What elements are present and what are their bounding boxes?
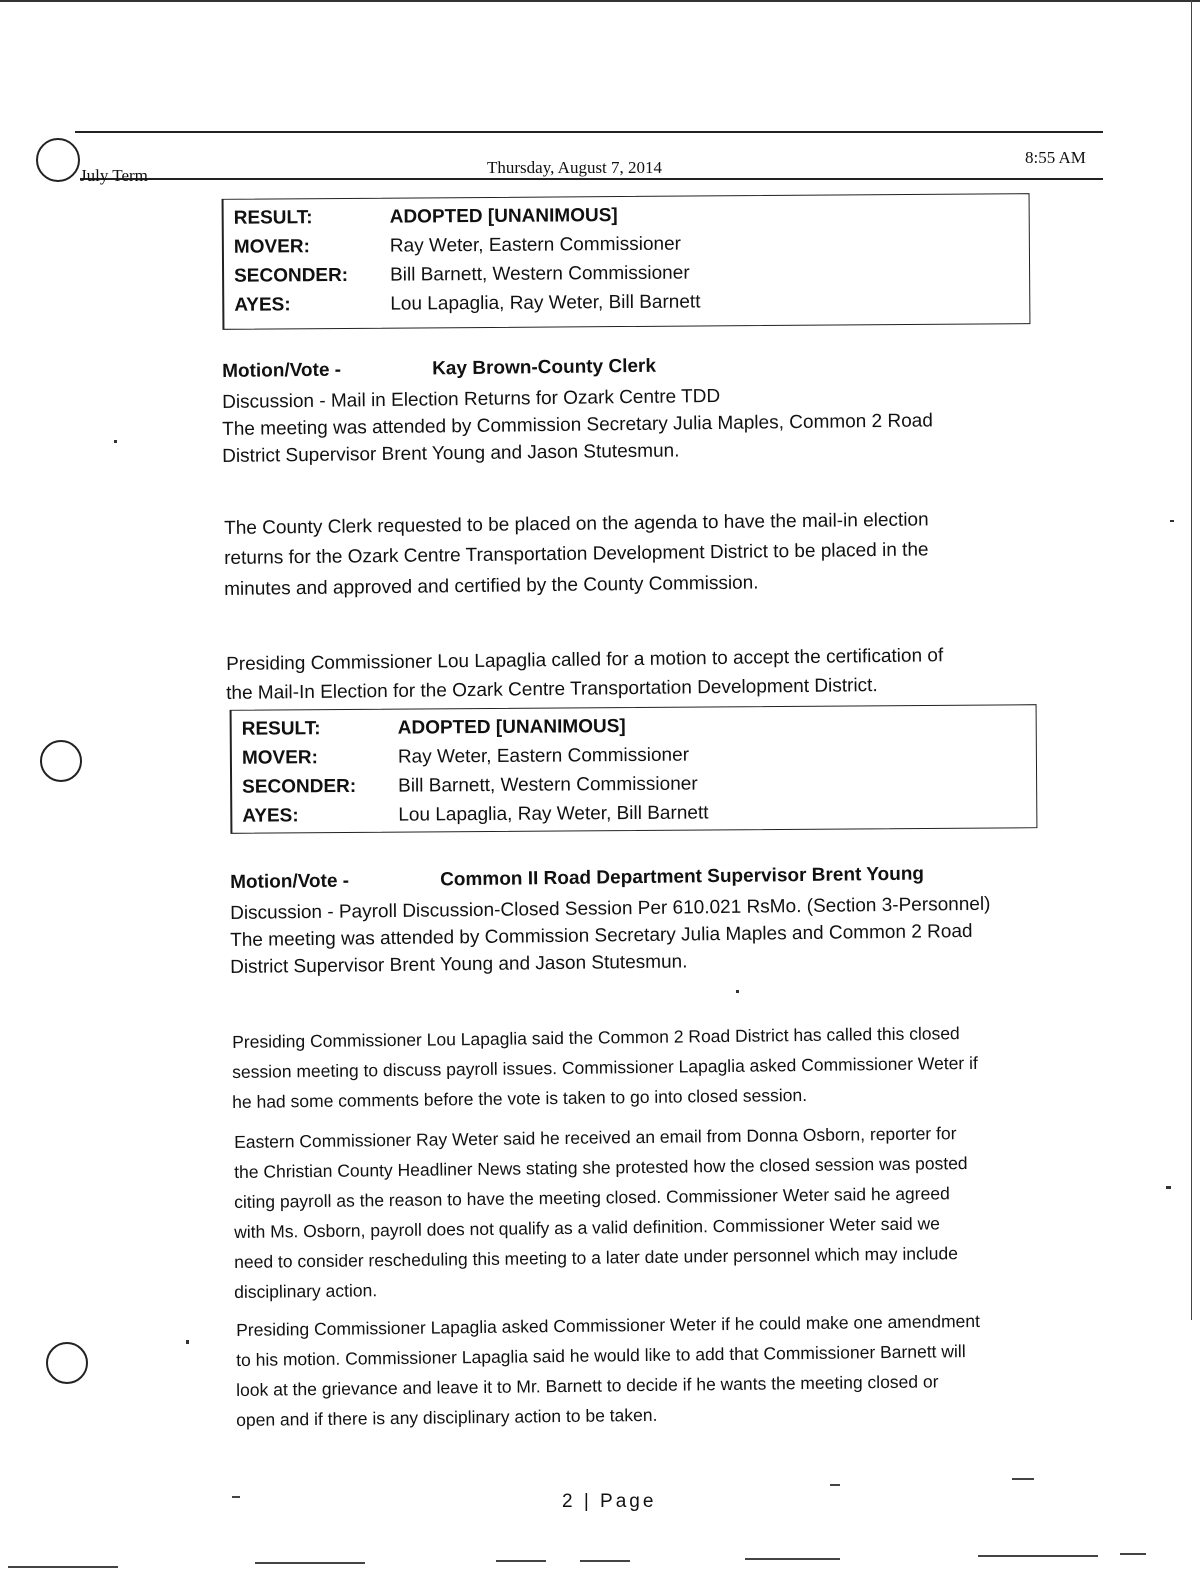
paragraph-line: with Ms. Osborn, payroll does not qualify as a valid definition. Commissioner Weter said we: [234, 1213, 941, 1242]
punch-hole-icon: [46, 1342, 88, 1384]
seconder-label: SECONDER:: [242, 775, 357, 798]
result-label: RESULT:: [241, 717, 321, 740]
scan-speck: [186, 1340, 189, 1344]
page-right-border: [1191, 0, 1192, 1320]
discussion-line: Discussion - Mail in Election Returns for Ozark Centre TDD: [222, 385, 721, 413]
result-value: ADOPTED [UNANIMOUS]: [389, 204, 618, 228]
motion-title: Kay Brown-County Clerk: [432, 355, 657, 380]
punch-hole-icon: [40, 740, 82, 782]
header-rule-bottom: [80, 178, 1103, 180]
motion-title: Common II Road Department Supervisor Brent Young: [440, 863, 925, 891]
vote-result-box: [222, 193, 1031, 330]
seconder-value: Bill Barnett, Western Commissioner: [390, 262, 690, 286]
attendance-line: District Supervisor Brent Young and Jason Stutesmun.: [230, 951, 688, 978]
scan-speck: [114, 440, 117, 443]
attendance-line: The meeting was attended by Commission Secretary Julia Maples and Common 2 Road: [230, 920, 973, 951]
ayes-value: Lou Lapaglia, Ray Weter, Bill Barnett: [390, 290, 701, 315]
mover-label: MOVER:: [233, 235, 310, 258]
header-rule-top: [75, 131, 1103, 133]
attendance-line: The meeting was attended by Commission Secretary Julia Maples, Common 2 Road: [222, 410, 933, 440]
scan-dash: [8, 1566, 118, 1568]
result-label: RESULT:: [233, 206, 313, 229]
page-top-border: [0, 0, 1200, 2]
scan-dash: [978, 1555, 1098, 1557]
motion-label: Motion/Vote -: [230, 870, 350, 893]
page-number: 2 | Page: [562, 1491, 657, 1512]
motion-heading: [222, 353, 656, 385]
header-term: July Term: [80, 166, 148, 185]
paragraph-line: disciplinary action.: [234, 1280, 378, 1302]
mover-label: MOVER:: [241, 746, 318, 769]
motion-label: Motion/Vote -: [222, 359, 342, 382]
scan-dash: [745, 1558, 840, 1560]
scan-dash: [232, 1496, 240, 1498]
seconder-label: SECONDER:: [234, 264, 349, 287]
paragraph-line: the Mail-In Election for the Ozark Centre Transportation Development District.: [226, 675, 878, 704]
scan-dash: [1120, 1553, 1146, 1555]
vote-row-ayes: [232, 796, 1036, 831]
paragraph-line: to his motion. Commissioner Lapaglia said he would like to add that Commissioner Barnett will: [236, 1341, 966, 1370]
vote-result-box: [230, 704, 1038, 834]
discussion-line: Discussion - Payroll Discussion-Closed Session Per 610.021 RsMo. (Section 3-Personnel): [230, 893, 991, 924]
paragraph-line: citing payroll as the reason to have the meeting closed. Commissioner Weter said he agreed: [234, 1183, 950, 1212]
paragraph-line: Presiding Commissioner Lou Lapaglia called for a motion to accept the certification of: [226, 645, 944, 675]
scan-dash: [255, 1562, 365, 1564]
paragraph-line: the Christian County Headliner News stating she protested how the closed session was posted: [234, 1153, 968, 1182]
scan-speck: [1170, 520, 1174, 522]
ayes-label: AYES:: [234, 293, 291, 316]
paragraph-line: Presiding Commissioner Lapaglia asked Commissioner Weter if he could make one amendment: [236, 1310, 981, 1340]
scan-speck: [736, 990, 739, 993]
attendance-line: District Supervisor Brent Young and Jason Stutesmun.: [222, 440, 680, 467]
paragraph-line: returns for the Ozark Centre Transportation Development District to be placed in the: [224, 539, 929, 569]
scan-dash: [496, 1560, 546, 1562]
header-date: Thursday, August 7, 2014: [487, 158, 663, 177]
header-time: 8:55 AM: [1025, 148, 1086, 167]
mover-value: Ray Weter, Eastern Commissioner: [397, 744, 690, 768]
ayes-label: AYES:: [242, 804, 299, 827]
paragraph-line: need to consider rescheduling this meeting to a later date under personnel which may include: [234, 1243, 959, 1272]
scan-dash: [1012, 1478, 1034, 1480]
scan-speck: [1166, 1186, 1171, 1189]
motion-heading: [230, 861, 924, 896]
paragraph-line: open and if there is any disciplinary action to be taken.: [236, 1404, 658, 1430]
paragraph-line: Eastern Commissioner Ray Weter said he received an email from Donna Osborn, reporter for: [234, 1123, 957, 1152]
seconder-value: Bill Barnett, Western Commissioner: [398, 773, 698, 797]
paragraph-line: session meeting to discuss payroll issues. Commissioner Lapaglia asked Commissioner Weter if: [232, 1052, 978, 1082]
paragraph-line: Presiding Commissioner Lou Lapaglia said the Common 2 Road District has called this closed: [232, 1023, 960, 1052]
scan-dash: [830, 1484, 840, 1486]
mover-value: Ray Weter, Eastern Commissioner: [389, 233, 682, 257]
vote-row-ayes: [224, 285, 1029, 320]
scan-dash: [580, 1560, 630, 1562]
paragraph-line: minutes and approved and certified by the County Commission.: [224, 572, 759, 600]
ayes-value: Lou Lapaglia, Ray Weter, Bill Barnett: [398, 801, 709, 826]
result-value: ADOPTED [UNANIMOUS]: [397, 715, 626, 739]
paragraph-line: look at the grievance and leave it to Mr. Barnett to decide if he wants the meeting closed or: [236, 1371, 939, 1400]
paragraph-line: The County Clerk requested to be placed on the agenda to have the mail-in election: [224, 509, 929, 539]
punch-hole-icon: [36, 138, 80, 182]
paragraph-line: he had some comments before the vote is taken to go into closed session.: [232, 1084, 808, 1112]
